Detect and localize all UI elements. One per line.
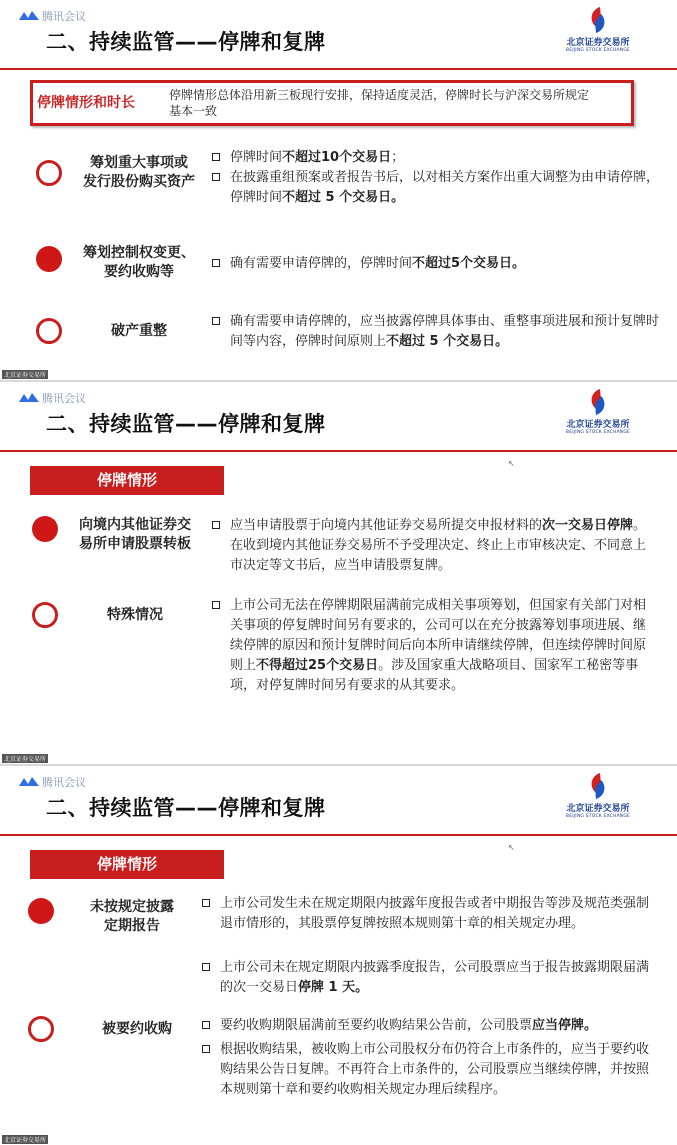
header-divider [0,68,677,70]
bullet-item [212,312,662,352]
circle-outline-icon [36,318,62,344]
category-line: 发行股份购买资产 [83,174,195,190]
header-divider [0,834,677,836]
section-banner: 停牌情形 [30,466,224,495]
bullet-text: 要约收购期限届满前至要约收购结果公告前，公司股票 [220,1018,533,1033]
meeting-app-name: 腾讯会议 [42,10,86,23]
category-label [62,898,202,936]
header-divider [0,450,677,452]
summary-box [30,80,634,126]
category-label [64,244,214,282]
mouse-cursor-icon: ↖ [508,459,515,468]
category-line: 要约收购等 [104,264,174,280]
exchange-name-en: BEIJING STOCK EXCHANGE [565,430,631,435]
meeting-app-name: 腾讯会议 [42,392,86,405]
category-label [62,606,208,625]
cloud-icon [18,775,40,787]
category-line: 筹划控制权变更、 [83,245,195,261]
category-line: 被要约收购 [102,1021,172,1037]
bullet-bold-text: 应当停牌。 [532,1018,598,1033]
meeting-app-name: 腾讯会议 [42,776,86,789]
exchange-name-cn: 北京证券交易所 [566,420,630,430]
slide-2 [0,382,677,764]
category-line: 易所申请股票转板 [79,536,191,552]
exchange-emblem-icon [585,6,611,34]
checkbox-bullet-icon [212,153,220,161]
bullet-item [212,148,662,168]
bullet-text: 停牌时间 [230,150,283,165]
section-banner: 停牌情形 [30,850,224,879]
page-title: 二、持续监管——停牌和复牌 [46,796,326,820]
circle-outline-icon [36,160,62,186]
bullet-text: 上市公司发生未在规定期限内披露年度报告或者中期报告等涉及规范类强制退市情形的，其股票停复牌按照本规则第十章的相关规定办理。 [220,896,650,931]
cloud-icon [18,391,40,403]
exchange-logo [563,388,633,435]
exchange-name-en: BEIJING STOCK EXCHANGE [565,48,631,53]
circle-outline-icon [32,602,58,628]
footer-watermark: 北京证券交易所 [4,372,47,379]
category-label [62,1020,212,1039]
exchange-logo [563,772,633,819]
category-line: 未按规定披露 [90,899,174,915]
bullet-item [202,1016,654,1036]
exchange-name-cn: 北京证券交易所 [566,804,630,814]
exchange-name-cn: 北京证券交易所 [566,38,630,48]
checkbox-bullet-icon [202,899,210,907]
bullet-text: 根据收购结果，被收购上市公司股权分布仍符合上市条件的，应当于要约收购结果公告日复牌。不再符合上市条件的，公司股票应当继续停牌，并按照本规则第十章和要约收购相关规定办理后续程序。 [220,1042,650,1097]
exchange-logo [563,6,633,53]
checkbox-bullet-icon [212,521,220,529]
category-line: 破产重整 [111,323,167,339]
footer-watermark: 北京证券交易所 [4,1137,47,1144]
checkbox-bullet-icon [202,963,210,971]
bullet-bold-text: 不超过10个交易日 [282,150,392,165]
slide-3 [0,766,677,1145]
bullet-item [212,254,662,274]
bullet-text: 上市公司无法在停牌期限届满前完成相关事项筹划，但国家有关部门对相关事项的停复牌时间另有要求的，公司可以在充分披露筹划事项进展、继续停牌的原因和预计复牌时间后向本所申请继续停牌，但连续停牌时间原则上 [230,598,647,673]
bullet-text: 应当申请股票于向境内其他证券交易所提交申报材料的 [230,518,543,533]
category-line: 筹划重大事项或 [90,155,188,171]
bullet-text: 上市公司未在规定期限内披露季度报告，公司股票应当于报告披露期限届满的次一交易日 [220,960,650,995]
category-line: 特殊情况 [107,607,163,623]
circle-filled-icon [28,898,54,924]
bullet-item [202,894,654,934]
bullet-bold-text: 不超过 5 个交易日。 [282,190,405,205]
category-line: 定期报告 [104,918,160,934]
bullet-text: 。在收到境内其他证券交易所不予受理决定、终止上市审核决定、不同意上市决定等文书后，应当申请股票复牌。 [230,518,647,573]
circle-filled-icon [36,246,62,272]
bullet-item [212,516,650,576]
exchange-name-en: BEIJING STOCK EXCHANGE [565,814,631,819]
category-label [62,516,208,554]
bullet-item [212,168,662,208]
bullet-text: 确有需要申请停牌的，应当披露停牌具体事由、重整事项进展和预计复牌时间等内容，停牌时间原则上 [230,314,660,349]
bullet-item [212,596,650,696]
bullet-text: ； [391,150,405,165]
checkbox-bullet-icon [212,601,220,609]
summary-text: 停牌情形总体沿用新三板现行安排，保持适度灵活，停牌时长与沪深交易所规定基本一致 [169,88,590,118]
bullet-item [202,1040,654,1100]
exchange-emblem-icon [585,772,611,800]
circle-outline-icon [28,1016,54,1042]
bullet-bold-text: 停牌 1 天。 [298,980,369,995]
checkbox-bullet-icon [212,317,220,325]
bullet-bold-text: 次一交易日停牌 [542,518,634,533]
checkbox-bullet-icon [202,1045,210,1053]
checkbox-bullet-icon [202,1021,210,1029]
bullet-bold-text: 不超过5个交易日。 [412,256,526,271]
checkbox-bullet-icon [212,259,220,267]
footer-watermark: 北京证券交易所 [4,756,47,763]
slide-1 [0,0,677,380]
bullet-item [202,958,654,998]
mouse-cursor-icon: ↖ [508,843,515,852]
bullet-text: 确有需要申请停牌的，停牌时间 [230,256,413,271]
category-line: 向境内其他证券交 [79,517,191,533]
page-title: 二、持续监管——停牌和复牌 [46,412,326,436]
summary-label: 停牌情形和时长 [37,95,135,111]
circle-filled-icon [32,516,58,542]
bullet-bold-text: 不得超过25个交易日 [256,658,379,673]
page-title: 二、持续监管——停牌和复牌 [46,30,326,54]
cloud-icon [18,9,40,21]
checkbox-bullet-icon [212,173,220,181]
bullet-text: 在披露重组预案或者报告书后，以对相关方案作出重大调整为由申请停牌，停牌时间 [230,170,660,205]
category-label [64,322,214,341]
bullet-bold-text: 不超过 5 个交易日。 [386,334,509,349]
category-label [64,154,214,192]
bullet-text: 。涉及国家重大战略项目、国家军工秘密等事项，对停复牌时间另有要求的从其要求。 [230,658,639,693]
exchange-emblem-icon [585,388,611,416]
